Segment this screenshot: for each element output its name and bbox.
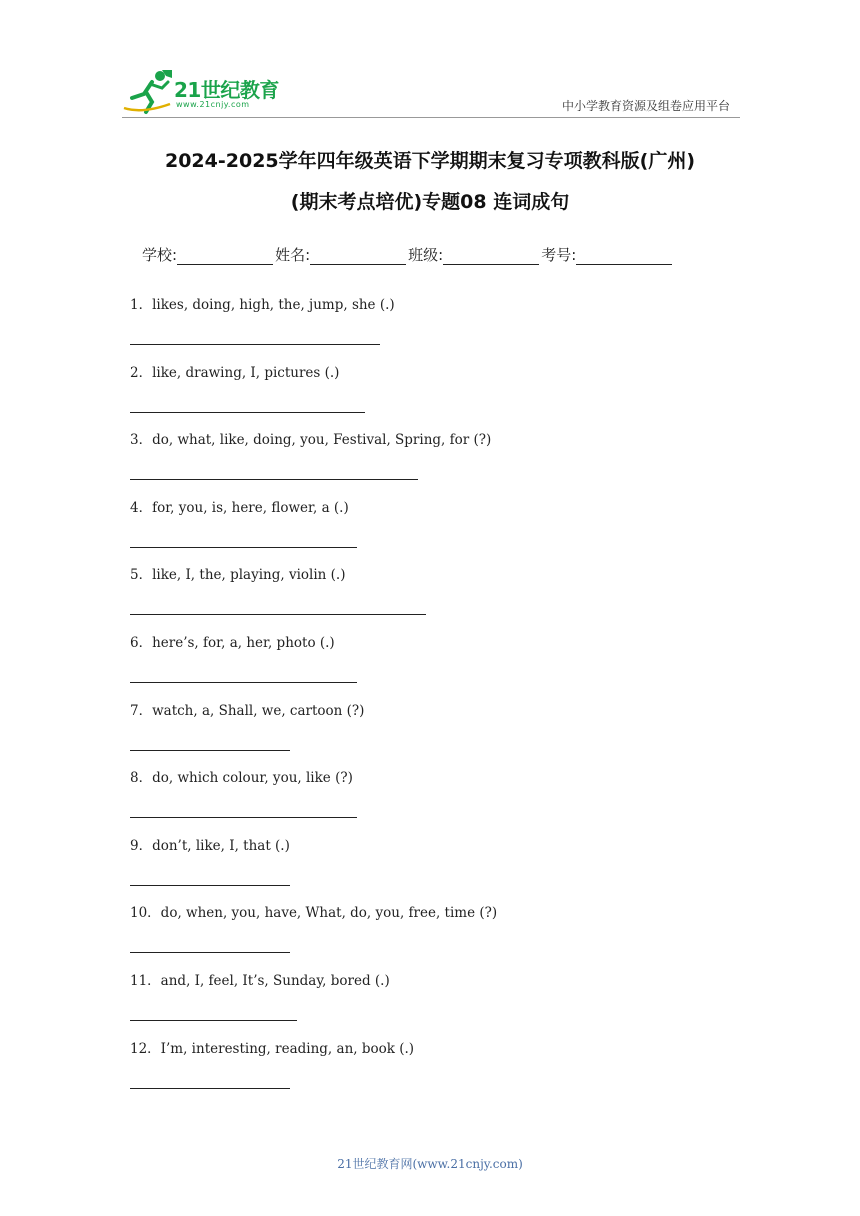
header-tagline: 中小学教育资源及组卷应用平台 bbox=[561, 99, 730, 113]
answer-line[interactable] bbox=[130, 682, 357, 683]
question-item bbox=[130, 769, 750, 837]
question-text: 3．do, what, like, doing, you, Festival, Spring, for (?) bbox=[130, 432, 492, 449]
question-text: 5．like, I, the, playing, violin (.) bbox=[130, 567, 346, 584]
logo-brand: 21世纪教育 bbox=[174, 78, 279, 102]
footer-link[interactable]: 21世纪教育网(www.21cnjy.com) bbox=[337, 1157, 523, 1171]
runner-icon bbox=[122, 68, 174, 116]
question-text: 6．here’s, for, a, her, photo (.) bbox=[130, 634, 335, 651]
question-item bbox=[130, 499, 750, 567]
question-item bbox=[130, 566, 750, 634]
question-item bbox=[130, 1040, 750, 1108]
question-list bbox=[130, 296, 750, 1107]
question-text: 10．do, when, you, have, What, do, you, free, time (?) bbox=[130, 905, 498, 922]
question-text: 1．likes, doing, high, the, jump, she (.) bbox=[130, 297, 395, 313]
question-text: 2．like, drawing, I, pictures (.) bbox=[130, 364, 340, 381]
question-text: 9．don’t, like, I, that (.) bbox=[130, 837, 290, 854]
answer-line[interactable] bbox=[130, 885, 290, 886]
question-item bbox=[130, 702, 750, 770]
question-item bbox=[130, 837, 750, 905]
question-text: 4．for, you, is, here, flower, a (.) bbox=[130, 499, 349, 516]
answer-line[interactable] bbox=[130, 344, 380, 345]
answer-line[interactable] bbox=[130, 952, 290, 953]
school-blank[interactable] bbox=[177, 246, 273, 265]
info-label-class: 班级: bbox=[408, 246, 444, 264]
answer-line[interactable] bbox=[130, 614, 426, 615]
answer-line[interactable] bbox=[130, 547, 357, 548]
question-text: 7．watch, a, Shall, we, cartoon (?) bbox=[130, 702, 365, 719]
answer-line[interactable] bbox=[130, 1088, 290, 1089]
question-item bbox=[130, 296, 750, 364]
header-divider bbox=[122, 117, 740, 118]
doc-title-line1: 2024-2025学年四年级英语下学期期末复习专项教科版(广州) bbox=[164, 150, 696, 172]
question-text: 8．do, which colour, you, like (?) bbox=[130, 770, 353, 787]
class-blank[interactable] bbox=[443, 246, 539, 265]
answer-line[interactable] bbox=[130, 412, 365, 413]
doc-title-line2: (期末考点培优)专题08 连词成句 bbox=[290, 191, 570, 213]
question-text: 11．and, I, feel, It’s, Sunday, bored (.) bbox=[130, 972, 390, 989]
answer-line[interactable] bbox=[130, 750, 290, 751]
question-item bbox=[130, 364, 750, 432]
info-label-exam-number: 考号: bbox=[541, 246, 577, 264]
question-item bbox=[130, 904, 750, 972]
question-item bbox=[130, 431, 750, 499]
question-item bbox=[130, 972, 750, 1040]
info-label-school: 学校: bbox=[142, 246, 178, 264]
name-blank[interactable] bbox=[310, 246, 406, 265]
answer-line[interactable] bbox=[130, 1020, 297, 1021]
answer-line[interactable] bbox=[130, 817, 357, 818]
info-label-name: 姓名: bbox=[275, 246, 311, 264]
logo-url: www.21cnjy.com bbox=[176, 100, 250, 109]
exam-number-blank[interactable] bbox=[576, 246, 672, 265]
site-logo bbox=[122, 68, 292, 116]
question-item bbox=[130, 634, 750, 702]
answer-line[interactable] bbox=[130, 479, 418, 480]
question-text: 12．I’m, interesting, reading, an, book (.) bbox=[130, 1040, 415, 1057]
student-info-row bbox=[142, 244, 674, 265]
